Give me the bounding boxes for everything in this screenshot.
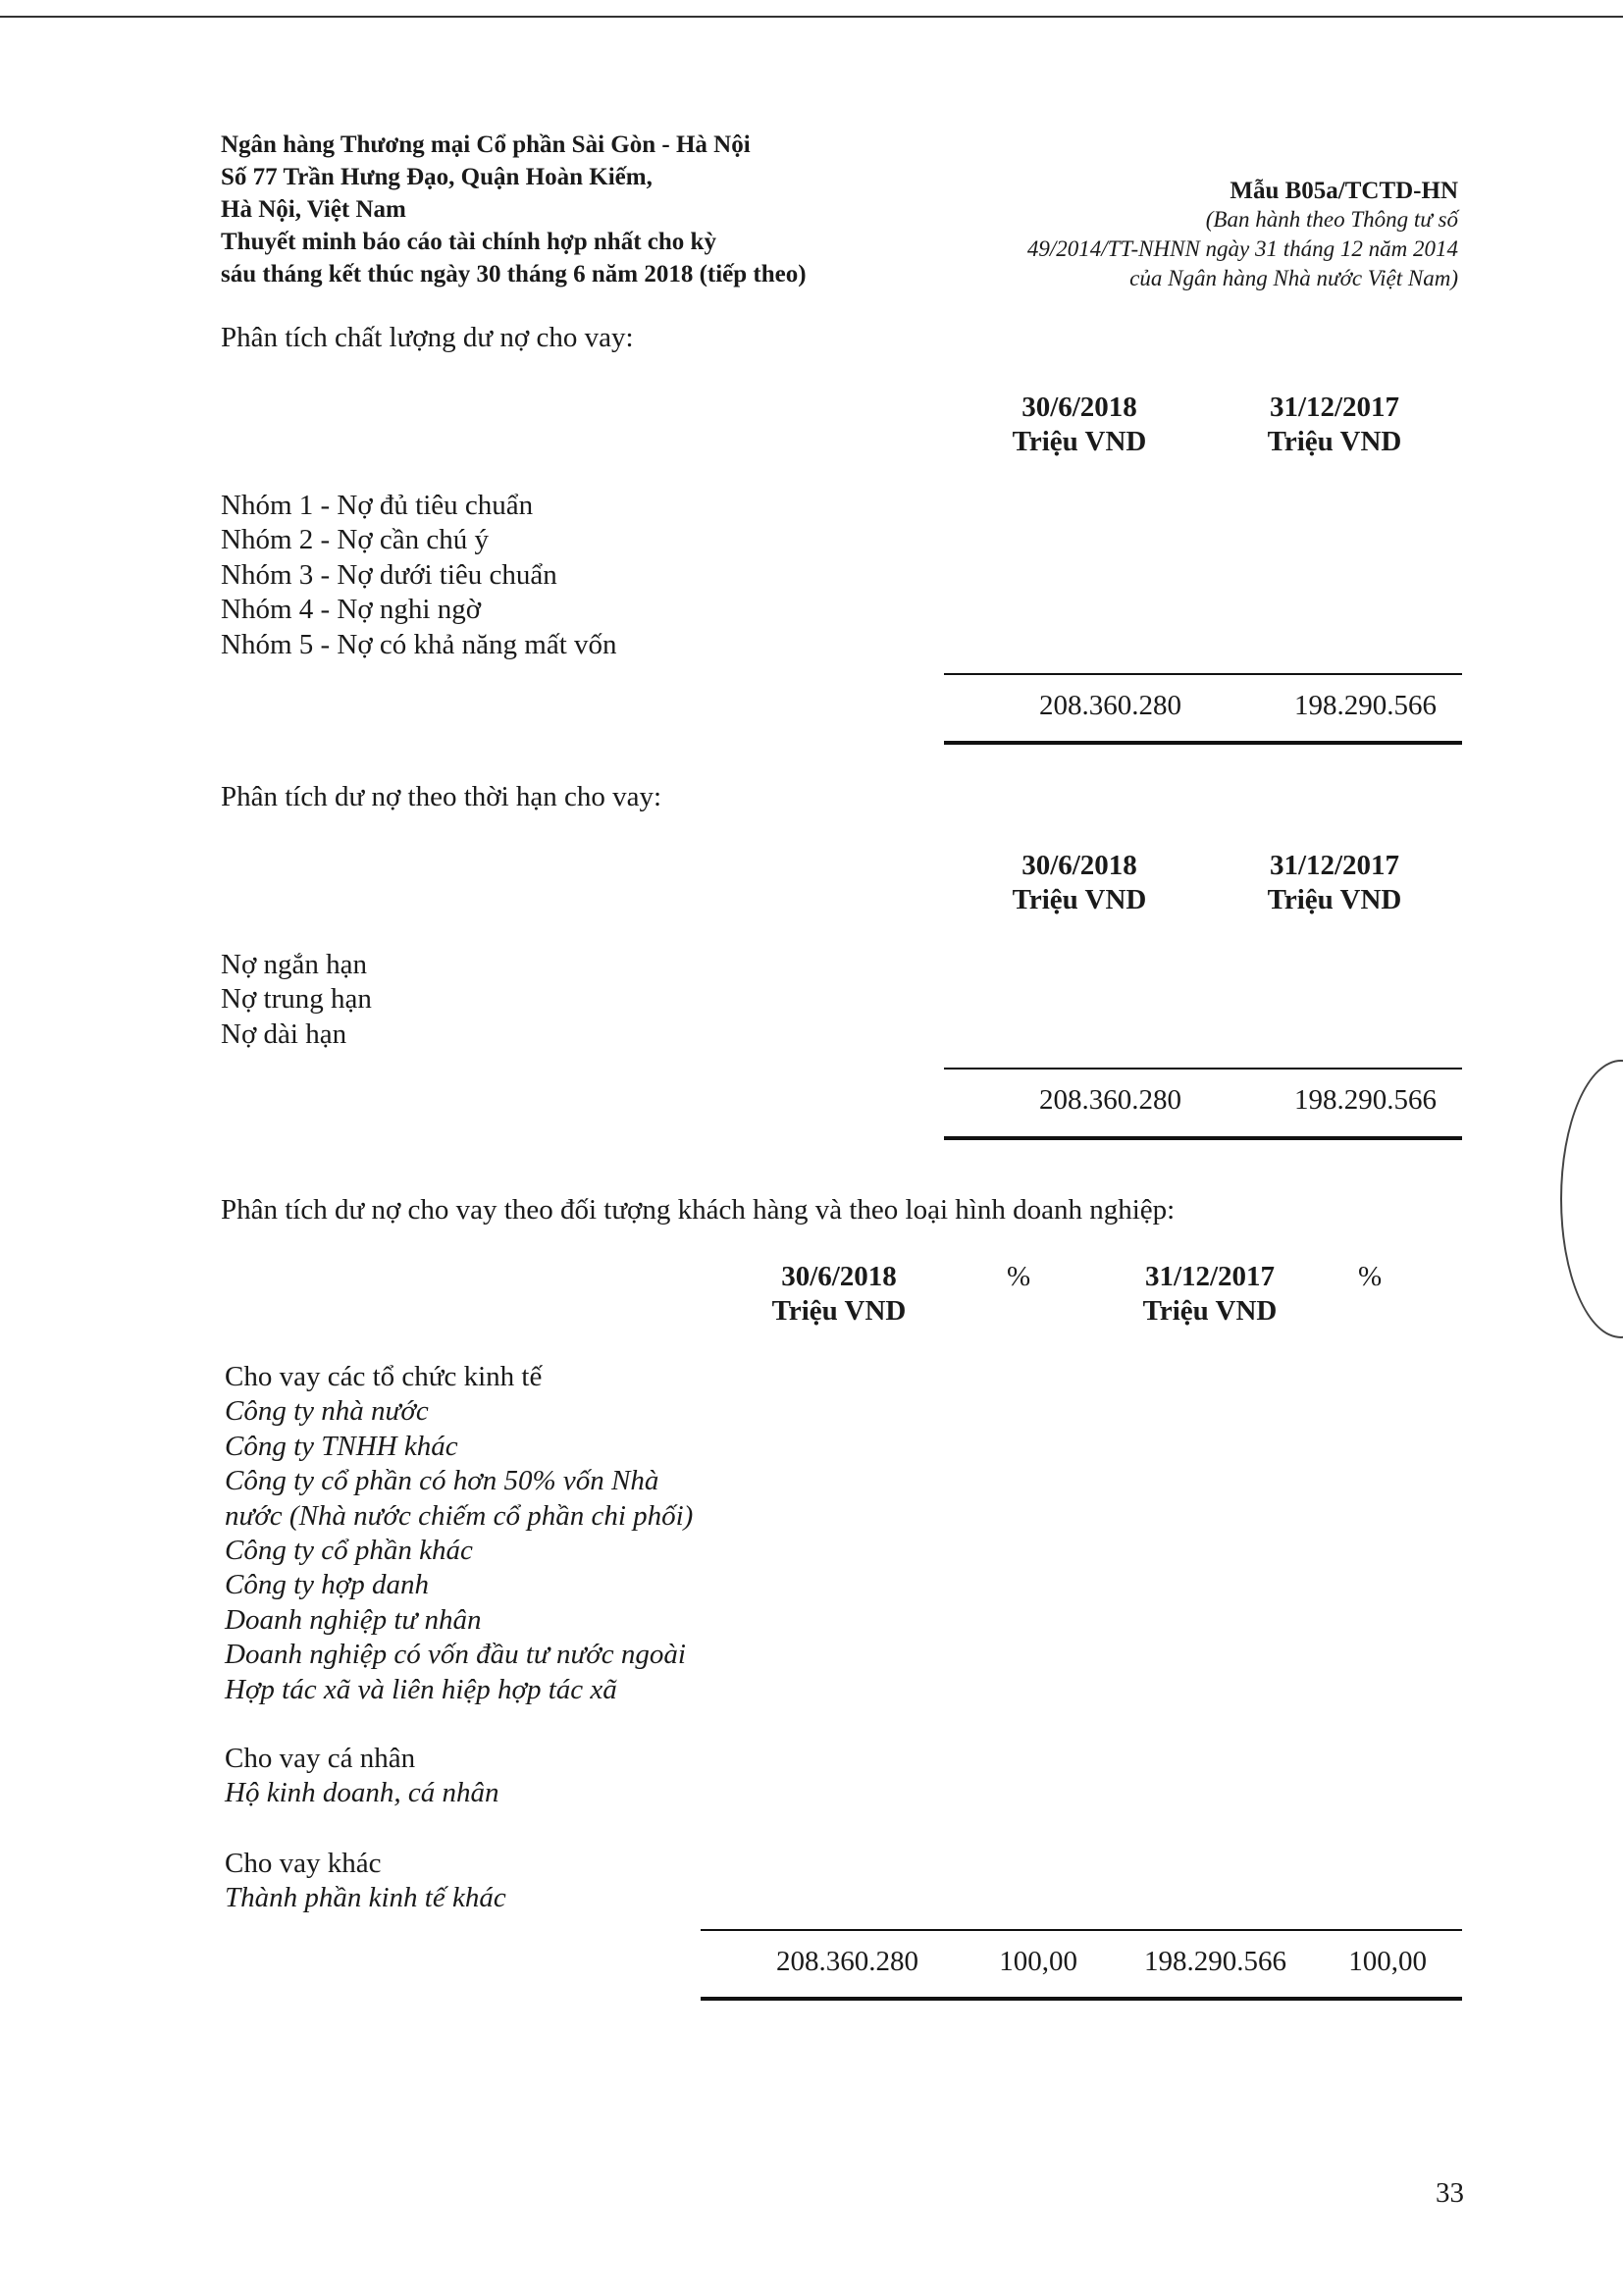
section1-col2-unit: Triệu VND [1267,426,1402,457]
section3-total-pct-31-12-2017: 100,00 [1348,1946,1427,1977]
subtotal-rule [944,1068,1462,1070]
section3-total-pct-30-6-2018: 100,00 [999,1946,1077,1977]
section1-col2-date: 31/12/2017 [1269,391,1400,423]
row-label: Nợ dài hạn [221,1018,347,1050]
row-label: Nhóm 4 - Nợ nghi ngờ [221,594,482,626]
section3-col2-pct: % [1007,1261,1031,1292]
subtotal-rule [944,673,1462,675]
section1-total-31-12-2017: 198.290.566 [1294,690,1437,721]
form-note-2: 49/2014/TT-NHNN ngày 31 tháng 12 năm 2014 [1026,236,1458,261]
group-title-other: Cho vay khác [225,1848,382,1879]
section3-col3-date: 31/12/2017 [1144,1261,1276,1292]
row-label: Công ty TNHH khác [225,1430,458,1462]
row-label: Công ty nhà nước [225,1395,429,1428]
form-note-3: của Ngân hàng Nhà nước Việt Nam) [1129,266,1458,290]
section1-col1-unit: Triệu VND [1012,426,1147,457]
top-border-line [0,16,1623,18]
total-double-rule [944,1136,1462,1140]
row-label: Doanh nghiệp tư nhân [225,1603,482,1636]
group-title-individuals: Cho vay cá nhân [225,1743,416,1774]
section3-col1-date: 30/6/2018 [781,1261,897,1292]
row-label: Nhóm 5 - Nợ có khả năng mất vốn [221,628,617,660]
row-label: Công ty cổ phần khác [225,1535,473,1566]
section2-col2-date: 31/12/2017 [1269,850,1400,881]
row-label: Công ty hợp danh [225,1569,429,1601]
group-title-economic-orgs: Cho vay các tổ chức kinh tế [225,1361,543,1392]
section2-col2-unit: Triệu VND [1267,884,1402,915]
row-label: Nợ ngắn hạn [221,949,368,980]
row-label: Công ty cổ phần có hơn 50% vốn Nhà [225,1465,659,1497]
row-label: Nhóm 1 - Nợ đủ tiêu chuẩn [221,490,534,521]
section2-total-31-12-2017: 198.290.566 [1294,1084,1437,1116]
total-double-rule [944,741,1462,745]
section3-col1-unit: Triệu VND [771,1295,907,1327]
row-label: Hộ kinh doanh, cá nhân [225,1777,499,1809]
row-label: Nhóm 2 - Nợ cần chú ý [221,524,490,556]
section1-total-30-6-2018: 208.360.280 [1039,690,1181,721]
form-code: Mẫu B05a/TCTD-HN [1230,178,1458,204]
address-line-1: Số 77 Trần Hưng Đạo, Quận Hoàn Kiếm, [221,164,653,190]
row-label: Nhóm 3 - Nợ dưới tiêu chuẩn [221,558,557,591]
report-title-1: Thuyết minh báo cáo tài chính hợp nhất cho kỳ [221,229,716,255]
section1-col1-date: 30/6/2018 [1021,391,1137,423]
section2-title: Phân tích dư nợ theo thời hạn cho vay: [221,781,662,812]
section1-title: Phân tích chất lượng dư nợ cho vay: [221,322,634,353]
row-label: Thành phần kinh tế khác [225,1882,506,1914]
section3-col4-pct: % [1358,1261,1383,1292]
subtotal-rule [701,1929,1462,1931]
row-label: Nợ trung hạn [221,983,372,1016]
section3-col3-unit: Triệu VND [1142,1295,1278,1327]
address-line-2: Hà Nội, Việt Nam [221,196,406,223]
bank-name: Ngân hàng Thương mại Cổ phần Sài Gòn - Hà Nội [221,131,751,158]
total-double-rule [701,1997,1462,2001]
section2-col1-unit: Triệu VND [1012,884,1147,915]
section3-title: Phân tích dư nợ cho vay theo đối tượng khách hàng và theo loại hình doanh nghiệp: [221,1194,1176,1226]
section3-total-31-12-2017: 198.290.566 [1144,1946,1286,1977]
row-label: nước (Nhà nước chiếm cổ phần chi phối) [225,1499,694,1532]
page-number: 33 [1436,2177,1464,2209]
section2-col1-date: 30/6/2018 [1021,850,1137,881]
section2-total-30-6-2018: 208.360.280 [1039,1084,1181,1116]
form-note-1: (Ban hành theo Thông tư số [1205,207,1458,232]
row-label: Doanh nghiệp có vốn đầu tư nước ngoài [225,1639,686,1671]
seal-stamp [1560,1060,1623,1338]
report-title-2: sáu tháng kết thúc ngày 30 tháng 6 năm 2018 (tiếp theo) [221,261,807,287]
section3-total-30-6-2018: 208.360.280 [776,1946,918,1977]
row-label: Hợp tác xã và liên hiệp hợp tác xã [225,1673,617,1705]
